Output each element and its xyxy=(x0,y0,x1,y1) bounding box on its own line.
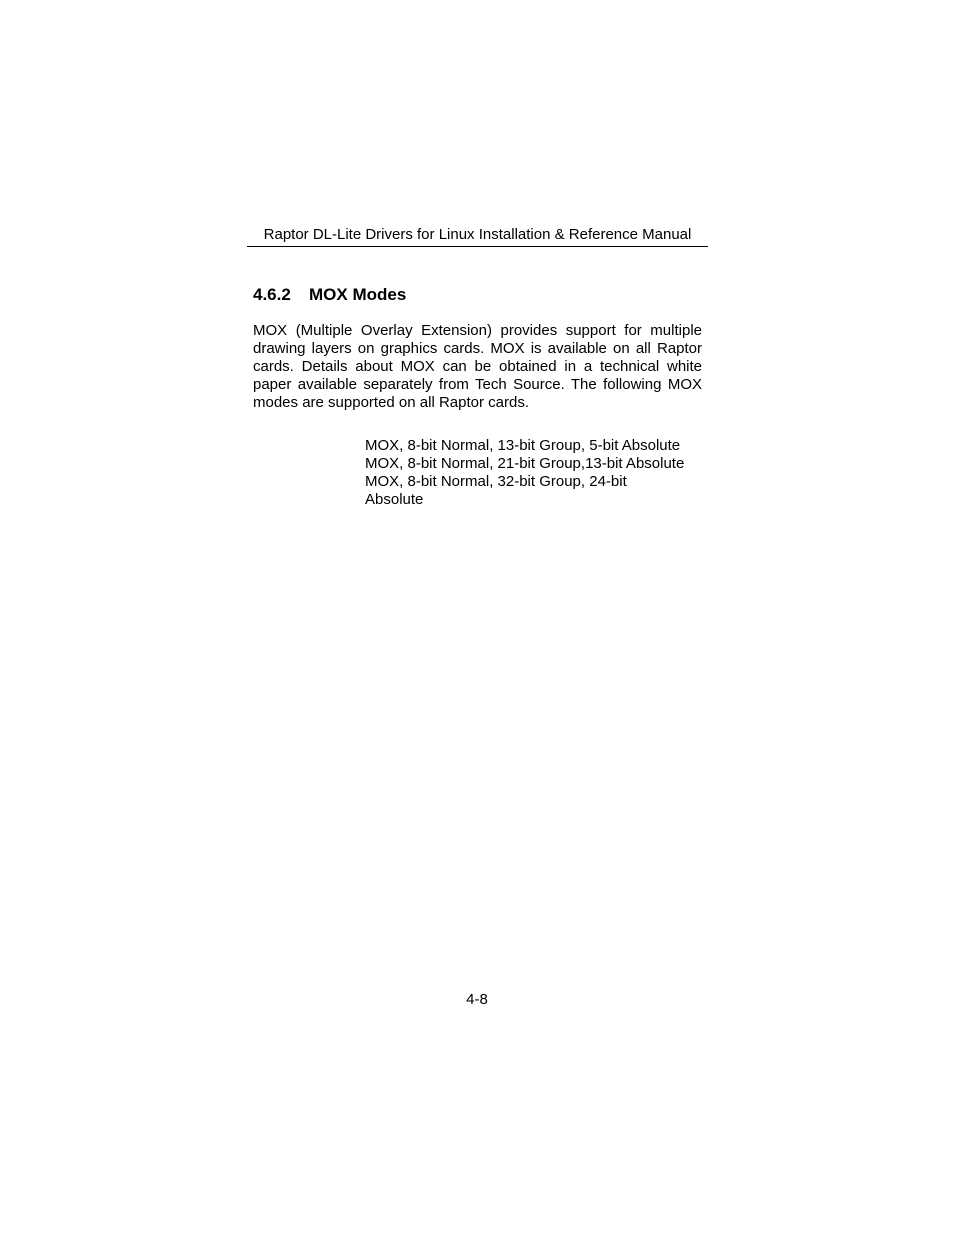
section-heading xyxy=(253,284,406,306)
mox-mode-list xyxy=(365,437,705,509)
page-number: 4-8 xyxy=(466,991,488,1008)
body-paragraph: MOX (Multiple Overlay Extension) provides support for multiple drawing layers on graphics cards. MOX is available on all Raptor cards. Details about MOX can be obtained in a technical white paper available separately from Tech Source. The following MOX modes are supported on all Raptor cards. xyxy=(253,322,702,411)
section-number: 4.6.2 xyxy=(253,285,291,304)
mox-mode-item: MOX, 8-bit Normal, 21-bit Group,13-bit Absolute xyxy=(365,455,685,472)
running-header-title: Raptor DL-Lite Drivers for Linux Installation & Reference Manual xyxy=(263,226,692,243)
running-header xyxy=(247,225,708,247)
mox-mode-item: MOX, 8-bit Normal, 13-bit Group, 5-bit Absolute xyxy=(365,437,681,454)
mox-mode-item: MOX, 8-bit Normal, 32-bit Group, 24-bit Absolute xyxy=(365,473,627,508)
section-title: MOX Modes xyxy=(309,285,407,304)
